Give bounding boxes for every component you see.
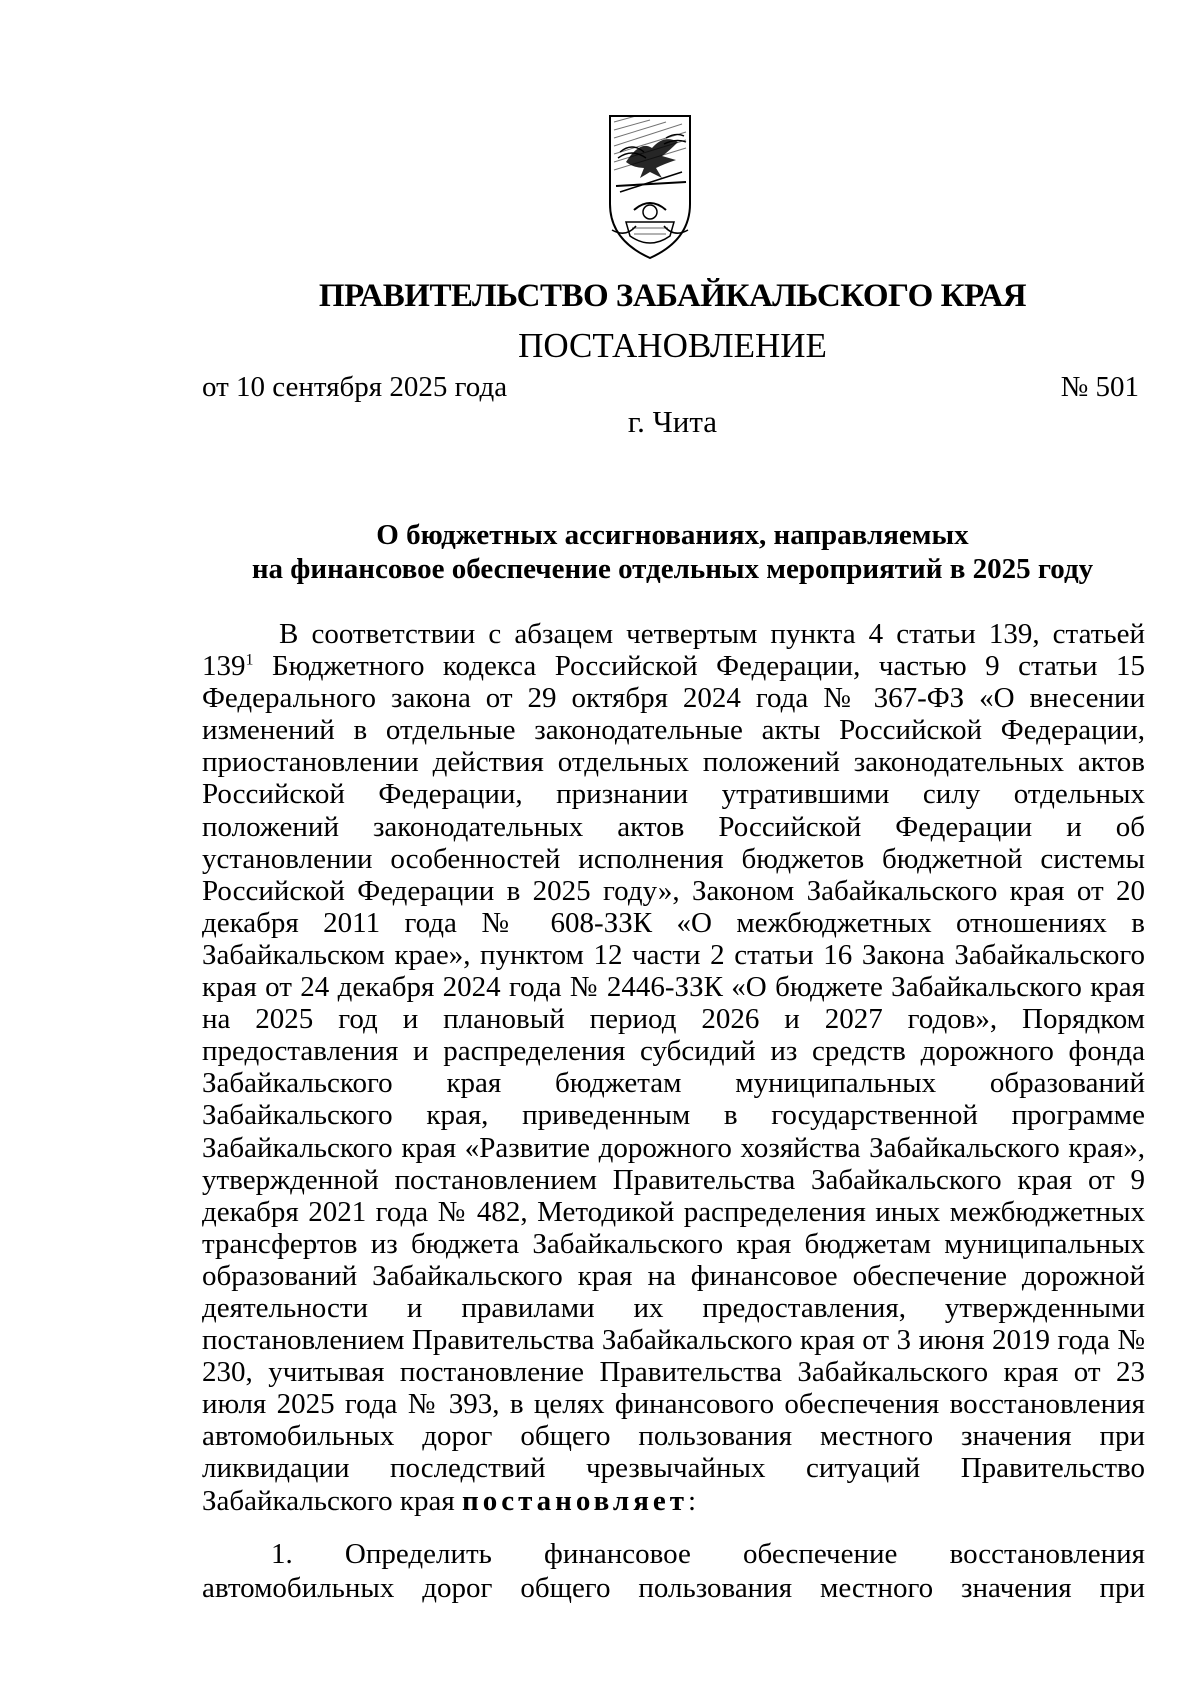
resolves-word: постановляет — [461, 1484, 689, 1517]
document-date: от 10 сентября 2025 года — [202, 371, 508, 403]
title-line-1: О бюджетных ассигнованиях, направляемых — [376, 519, 969, 551]
document-number: № 501 — [1060, 371, 1139, 403]
preamble-paragraph — [202, 618, 1145, 1517]
item-1-second-line: автомобильных дорог общего пользования местного значения при — [202, 1572, 1145, 1604]
document-type: ПОСТАНОВЛЕНИЕ — [518, 326, 827, 365]
document-city: г. Чита — [627, 404, 718, 439]
preamble-superscript: 1 — [245, 651, 254, 669]
item-1-number: 1. — [271, 1538, 293, 1570]
title-line-2: на финансовое обеспечение отдельных мероприятий в 2025 году — [251, 553, 1094, 585]
preamble-text-start: В соответствии с абзацем четвертым пункта 4 статьи 139, статьей 139 — [202, 618, 1145, 683]
preamble-colon: : — [688, 1484, 697, 1517]
document-title — [0, 518, 1200, 586]
coat-of-arms-icon — [606, 112, 694, 262]
numbered-item-1 — [202, 1537, 1145, 1605]
item-1-line1-text: Определить финансовое обеспечение восстановления — [344, 1538, 1145, 1570]
item-1-first-line — [202, 1537, 1145, 1571]
preamble-text-main: Бюджетного кодекса Российской Федерации, частью 9 статьи 15 Федерального закона от 29 октября 2024 года № 367-ФЗ «О внесении изменений в отдельные законодательные акты Российской Федерации, приостановлении действия отдельных положений законодательных актов Российской Федерации, признании утратившими силу отдельных положений законодательных актов Российской Федерации и об установлении особенностей исполнения бюджетов бюджетной системы Российской Федерации в 2025 году», Законом Забайкальского края от 20 декабря 2011 года № 608-ЗЗК «О межбюджетных отношениях в Забайкальском крае», пунктом 12 части 2 статьи 16 Закона Забайкальского края от 24 декабря 2024 года № 2446-ЗЗК «О бюджете Забайкальского края на 2025 год и плановый период 2026 и 2027 годов», Порядком предоставления и распределения субсидий из средств дорожного фонда Забайкальского края бюджетам муниципальных образований Забайкальского края, приведенным в государственной программе Забайкальского края «Развитие дорожного хозяйства Забайкальского края», утвержденной постановлением Правительства Забайкальского края от 9 декабря 2021 года № 482, Методикой распределения иных межбюджетных трансфертов из бюджета Забайкальского края бюджетам муниципальных образований Забайкальского края на финансовое обеспечение дорожной деятельности и правилами их предоставления, утвержденными постановлением Правительства Забайкальского края от 3 июня 2019 года № 230, учитывая постановление Правительства Забайкальского края от 23 июля 2025 года № 393, в целях финансового обеспечения восстановления автомобильных дорог общего пользования местного значения при ликвидации последствий чрезвычайных ситуаций Правительство Забайкальского края — [202, 650, 1145, 1517]
organization-name: ПРАВИТЕЛЬСТВО ЗАБАЙКАЛЬСКОГО КРАЯ — [318, 278, 1027, 314]
